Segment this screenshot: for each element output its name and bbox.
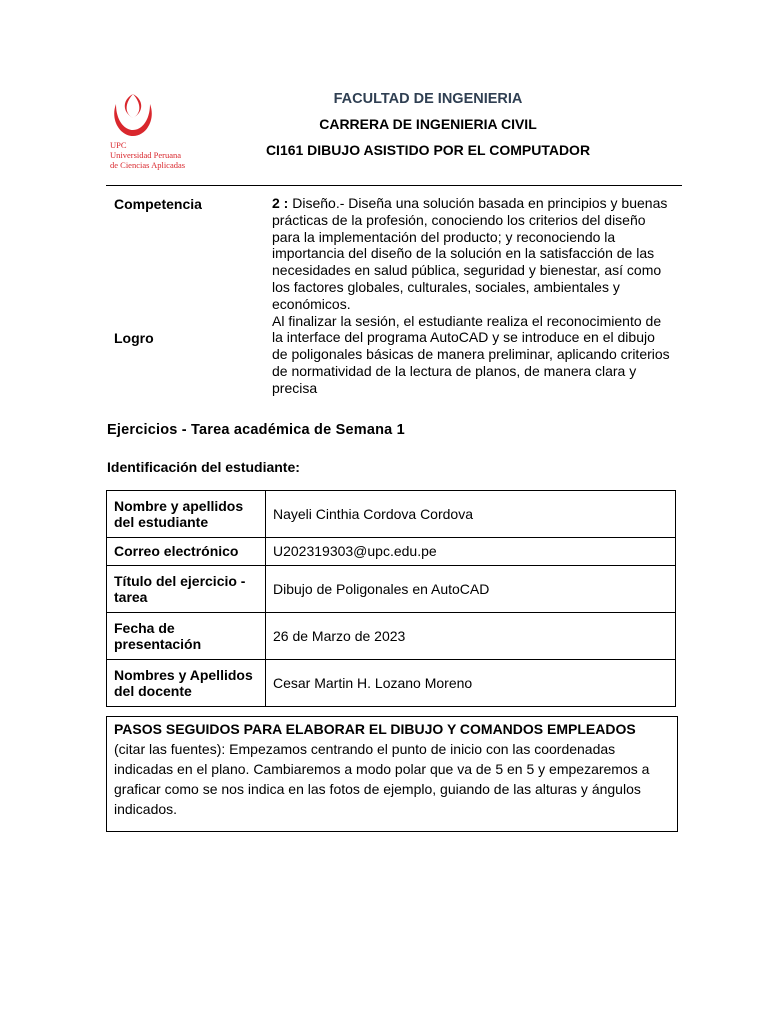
faculty-title: FACULTAD DE INGENIERIA (333, 91, 523, 107)
header-divider (106, 185, 682, 186)
logo-line-1: Universidad Peruana (110, 150, 182, 160)
logo-abbr: UPC (110, 140, 127, 150)
career-title: CARRERA DE INGENIERIA CIVIL (319, 116, 537, 132)
upc-logo (110, 92, 200, 170)
table-row (107, 660, 676, 707)
upc-emblem-icon (110, 92, 156, 138)
steps-title: PASOS SEGUIDOS PARA ELABORAR EL DIBUJO Y COMANDOS EMPLEADOS (114, 721, 636, 737)
row-value: 26 de Marzo de 2023 (266, 613, 676, 660)
course-title: CI161 DIBUJO ASISTIDO POR EL COMPUTADOR (265, 142, 591, 158)
logo-line-2: de Ciencias Aplicadas (110, 160, 186, 170)
row-value: Cesar Martin H. Lozano Moreno (266, 660, 676, 707)
row-value: Dibujo de Poligonales en AutoCAD (266, 566, 676, 613)
competencia-logro-text (272, 195, 674, 397)
competencia-description: Diseño.- Diseña una solución basada en principios y buenas prácticas de la profesión, conociendo los criterios del diseño para la implementación del producto; y reconociendo la importancia del diseño de la solución en la satisfacción de las necesidades en salud pública, seguridad y bienestar, así como los factores globales, culturales, sociales, ambientales y económicos. (272, 195, 668, 312)
steps-text: (citar las fuentes): Empezamos centrando el punto de inicio con las coordenadas indicadas en el plano. Cambiaremos a modo polar que va de 5 en 5 y empezaremos a graficar como se nos indica en las fotos de ejemplo, guiando de las alturas y ángulos indicados. (114, 741, 650, 817)
row-label: Correo electrónico (107, 538, 266, 566)
table-row (107, 613, 676, 660)
row-value: Nayeli Cinthia Cordova Cordova (266, 491, 676, 538)
table-row (107, 566, 676, 613)
row-value: U202319303@upc.edu.pe (266, 538, 676, 566)
logro-label: Logro (114, 330, 154, 346)
competencia-number: 2 : (272, 195, 289, 211)
section-title: Ejercicios - Tarea académica de Semana 1 (107, 422, 405, 438)
identification-title: Identificación del estudiante: (107, 459, 300, 475)
table-row (107, 491, 676, 538)
logro-description: Al finalizar la sesión, el estudiante realiza el reconocimiento de la interface del programa AutoCAD y se introduce en el dibujo de poligonales básicas de manera preliminar, aplicando criterios de normatividad de la lectura de planos, de manera clara y precisa (272, 312, 670, 396)
student-info-table (106, 490, 676, 707)
row-label: Nombre y apellidos del estudiante (107, 491, 266, 538)
competencia-label: Competencia (114, 196, 202, 212)
row-label: Título del ejercicio - tarea (107, 566, 266, 613)
row-label: Nombres y Apellidos del docente (107, 660, 266, 707)
row-label: Fecha de presentación (107, 613, 266, 660)
table-row (107, 538, 676, 566)
steps-box (106, 716, 678, 832)
